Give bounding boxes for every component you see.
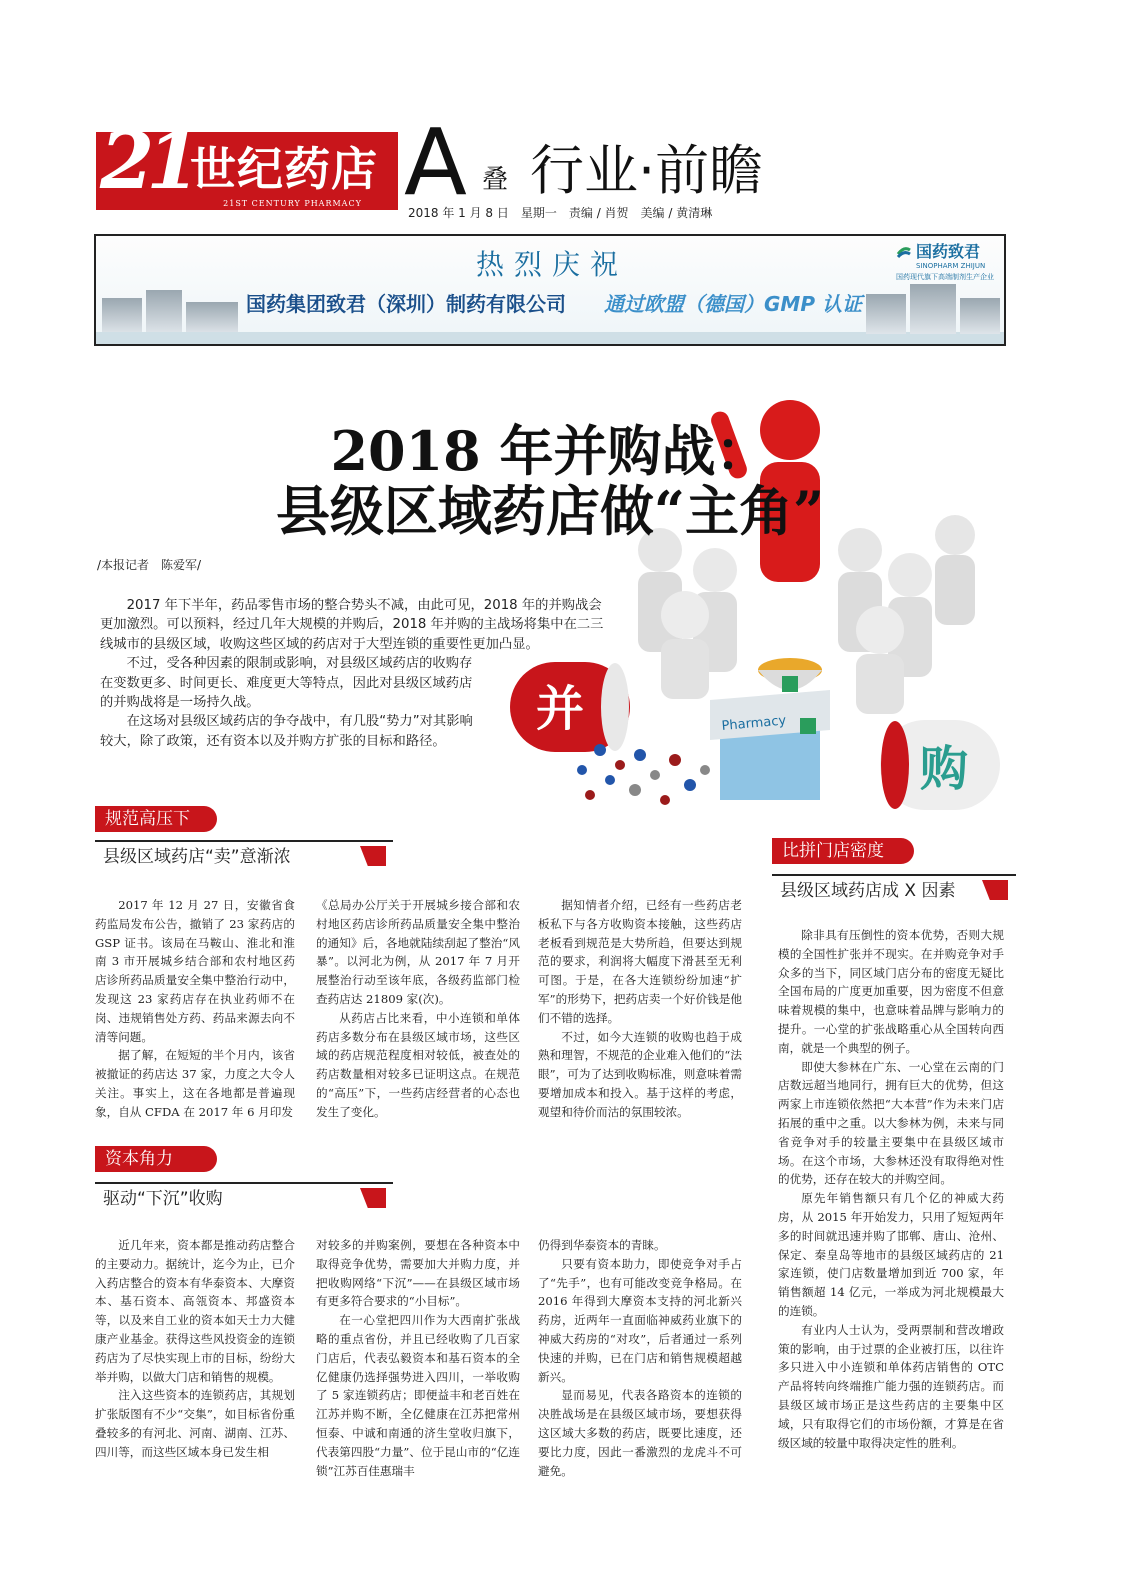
article-lead: [100, 596, 610, 756]
section-sub: 叠: [482, 165, 509, 195]
section1-column1: [95, 896, 295, 1126]
building-image: [866, 294, 906, 334]
lead-paragraph: 不过，受各种因素的限制或影响，对县级区域药店的收购存在变数更多、时间更长、难度更大等特点，因此对县级区域药店的并购战将是一场持久战。: [100, 656, 473, 711]
section3-tag: 比拼门店密度: [772, 838, 914, 864]
section2-column1: [95, 1236, 295, 1476]
paragraph: 注入这些资本的连锁药店，其规划扩张版图有不少“交集”，如目标省份重叠较多的有河北、河南、湖南、江苏、四川等，而这些区域本身已发生相: [95, 1388, 295, 1459]
section2-column3: [538, 1236, 742, 1476]
headline-line1: 2018 年并购战：: [330, 419, 770, 483]
logo-number: 21: [100, 116, 193, 207]
section1-column2: [316, 896, 520, 1126]
section-title: 行业·前瞻: [530, 139, 764, 202]
byline: /本报记者 陈爱军/: [97, 558, 202, 572]
paragraph: 近几年来，资本都是推动药店整合的主要动力。据统计，迄今为止，已介入药店整合的资本有华泰资本、大摩资本、基石资本、高瓴资本、邦盛资本等，以及来自工业的资本如天士力大健康产业基金。获得这些风投资金的连锁药店为了尽快实现上市的目标，纷纷大举并购，以做大门店和销售的规模。: [95, 1238, 295, 1384]
logo-name: 世纪药店: [190, 142, 378, 196]
section2-column2: [316, 1236, 520, 1476]
buy-char: 购: [920, 741, 969, 797]
section3-subtitle: 县级区域药店成 X 因素: [772, 874, 1016, 906]
section-letter: A: [404, 109, 467, 216]
section1-column3: [538, 896, 742, 1126]
paragraph: 有业内人士认为，受两票制和营改增政策的影响，由于过票的企业被打压，以往许多只进入中小连锁和单体药店销售的 OTC 产品将转向终端推广能力强的连锁药店。而县级区域市场正是这些药店的主要集中区域，只有取得它们的市场份额，才算是在省级区域的较量中取得决定性的胜利。: [778, 1322, 1004, 1450]
banner-brand-english: SINOPHARM ZHIJUN: [916, 262, 986, 270]
banner-brand-sub: 国药现代旗下高端制剂生产企业: [896, 273, 994, 281]
paragraph: 据了解，在短短的半个月内，该省被撤证的药店达 37 家，力度之大令人关注。事实上，这在各地都是普遍现象，自从 CFDA 在 2017 年 6 月印发: [95, 1048, 295, 1119]
paragraph: 显而易见，代表各路资本的连锁的决胜战场是在县级区域市场，要想获得这区域大多数的药店，既要比速度，还要比力度，因此一番激烈的龙虎斗不可避免。: [538, 1388, 742, 1478]
banner-brand: 国药致君: [916, 242, 981, 261]
paragraph: 原先年销售额只有几个亿的神威大药房，从 2015 年开始发力，只用了短短两年多的时间就迅速并购了邯郸、唐山、沧州、保定、秦皇岛等地市的县级区域药店的 21 家连锁，使门店数量增加到近 700 家，年销售额超 14 亿元，一举成为河北规模最大的连锁。: [778, 1191, 1004, 1318]
paragraph: 据知情者介绍，已经有一些药店老板私下与各方收购资本接触，这些药店老板看到规范是大势所趋，但要达到规范的要求，利润将大幅度下滑甚至无利可图。于是，在各大连锁纷纷加速“扩军”的形势下，把药店卖一个好价钱是他们不错的选择。: [538, 898, 742, 1025]
paragraph: 从药店占比来看，中小连锁和单体药店多数分布在县级区域市场，这些区域的药店规范程度相对较低，被查处的药店数量相对较多已证明这点。在规范的“高压”下，一些药店经营者的心态也发生了变化。: [316, 1010, 520, 1119]
lead-paragraph: 在这场对县级区域药店的争夺战中，有几股“势力”对其影响较大，除了政策，还有资本以及并购方扩张的目标和路径。: [100, 714, 473, 749]
paragraph: 2017 年 12 月 27 日，安徽省食药监局发布公告，撤销了 23 家药店的 GSP 证书。该局在马鞍山、淮北和淮南 3 市开展城乡结合部和农村地区药店诊所药品质量安全集中整治行动中，发现这 23 家药店存在执业药师不在岗、违规销售处方药、药品来源去向不清等问题。: [95, 898, 295, 1044]
merge-char: 并: [536, 681, 585, 737]
section1-subtitle: 县级区域药店“卖”意渐浓: [95, 840, 393, 872]
building-image: [910, 284, 956, 334]
paragraph: 不过，如今大连锁的收购也趋于成熟和理智，不规范的企业难入他们的“法眼”，可为了达到收购标准，则意味着需要增加成本和投入。基于这样的考虑，观望和待价而沽的氛围较浓。: [538, 1029, 742, 1119]
section3-column: [778, 926, 1004, 1476]
mortar-bowl-icon: [758, 658, 822, 692]
paragraph: 在一心堂把四川作为大西南扩张战略的重点省份，并且已经收购了几百家门店后，代表弘毅资本和基石资本的全亿健康仍选择强势进入四川，一举收购了 5 家连锁药店；即便益丰和老百姓在江苏并购不断，全亿健康在江苏把常州恒泰、中诚和南通的济生堂收归旗下，代表第四股“力量”、位于昆山市的“亿连锁”江苏百佳惠瑞丰: [316, 1313, 520, 1478]
banner-company: 国药集团致君（深圳）制药有限公司: [246, 292, 566, 316]
logo-english: 21ST CENTURY PHARMACY: [223, 199, 362, 208]
banner-ad: [94, 234, 1006, 346]
sinopharm-logo-icon: [896, 244, 912, 260]
pharmacy-building: [710, 690, 830, 800]
paragraph: 《总局办公厅关于开展城乡接合部和农村地区药店诊所药品质量安全集中整治的通知》后，各地就陆续刮起了整治“风暴”。以河北为例，从 2017 年 7 月开展整治行动至该年底，各级药监部门检查药店达 21809 家(次)。: [316, 898, 520, 1006]
paragraph: 除非具有压倒性的资本优势，否则大规模的全国性扩张并不现实。在并购竞争对手众多的当下，同区域门店分布的密度无疑比全国布局的广度更加重要，因为密度不但意味着规模的集中，也意味着品牌与影响力的提升。一心堂的扩张战略重心从全国转向西南，就是一个典型的例子。: [778, 928, 1004, 1055]
ground-strip: [96, 332, 1004, 346]
building-image: [102, 298, 142, 334]
building-image: [146, 290, 182, 334]
banner-achievement: 通过欧盟（德国）GMP 认证: [604, 292, 862, 316]
banner-title: 热烈庆祝: [475, 248, 628, 281]
paragraph: 仍得到华泰资本的青睐。: [538, 1238, 666, 1252]
section2-tag: 资本角力: [95, 1146, 217, 1172]
paragraph: 只要有资本助力，即使竞争对手占了“先手”，也有可能改变竞争格局。在 2016 年得到大摩资本支持的河北新兴药房，近两年一直面临神威药业旗下的神威大药房的“对攻”，后者通过一系列快速的并购，已在门店和销售规模超越新兴。: [538, 1256, 742, 1384]
pharmacy-sign: Pharmacy: [721, 713, 787, 734]
paragraph: 即使大参林在广东、一心堂在云南的门店数远超当地同行，拥有巨大的优势，但这两家上市连锁依然把“大本营”作为未来门店拓展的重中之重。以大参林为例，未来与同省竞争对手的较量主要集中在县级区域市场。在这个市场，大参林还没有取得绝对性的优势，还存在较大的并购空间。: [778, 1059, 1004, 1187]
section1-tag: 规范高压下: [95, 806, 217, 832]
dateline: 2018 年 1 月 8 日 星期一 责编 / 肖贺 美编 / 黄清琳: [408, 206, 713, 220]
section2-subtitle: 驱动“下沉”收购: [95, 1182, 393, 1214]
headline-line2: 县级区域药店做“主角”: [275, 479, 825, 543]
paragraph: 对较多的并购案例，要想在各种资本中取得竞争优势，需要加大并购力度，并把收购网络“下沉”——在县级区域市场有更多符合要求的“小目标”。: [316, 1238, 520, 1309]
building-image: [960, 298, 1000, 334]
building-image: [186, 302, 238, 334]
lead-paragraph: 2017 年下半年，药品零售市场的整合势头不减，由此可见，2018 年的并购战会更加激烈。可以预料，经过几年大规模的并购后，2018 年并购的主战场将集中在二三线城市的县级区域，收购这些区域的药店对于大型连锁的重要性更加凸显。: [100, 598, 604, 652]
